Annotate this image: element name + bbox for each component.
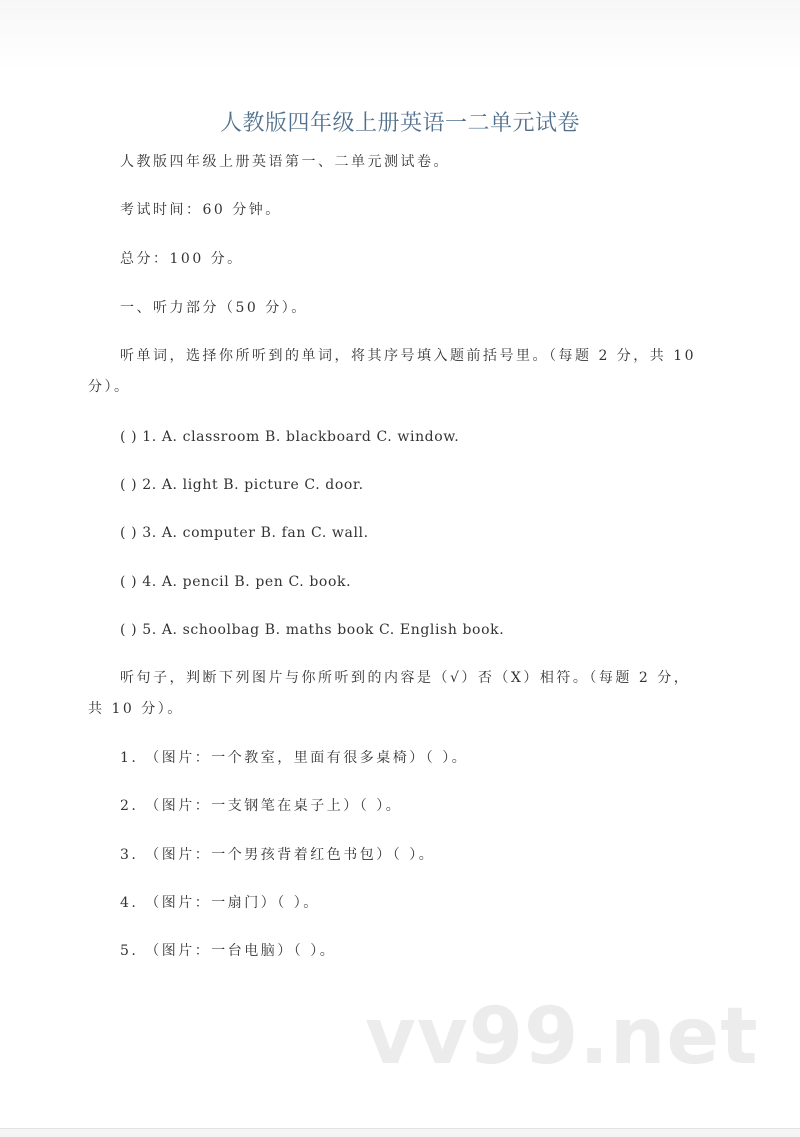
list-item: ( ) 5. A. schoolbag B. maths book C. English book.	[120, 622, 505, 638]
list-item: ( ) 1. A. classroom B. blackboard C. window.	[120, 429, 460, 445]
watermark: vv99.net	[365, 992, 759, 1082]
part2-instruction-line2: 共 10 分）。	[88, 701, 184, 717]
part1-instruction-line2: 分）。	[88, 379, 131, 395]
list-item: 4. （图片：一扇门）（ ）。	[120, 895, 320, 911]
part2-instruction-line1: 听句子，判断下列图片与你所听到的内容是（√）否（X）相符。（每题 2 分，	[120, 670, 691, 686]
list-item: ( ) 2. A. light B. picture C. door.	[120, 477, 364, 493]
list-item: ( ) 3. A. computer B. fan C. wall.	[120, 525, 369, 541]
part1-instruction-line1: 听单词，选择你所听到的单词，将其序号填入题前括号里。（每题 2 分，共 10	[120, 348, 697, 364]
list-item: 2. （图片：一支钢笔在桌子上）（ ）。	[120, 798, 403, 814]
page-top-band	[0, 0, 800, 70]
document-title: 人教版四年级上册英语一二单元试卷	[219, 111, 580, 136]
list-item: 1. （图片：一个教室，里面有很多桌椅）（ ）。	[120, 750, 469, 766]
list-item: ( ) 4. A. pencil B. pen C. book.	[120, 574, 352, 590]
section-heading: 一、听力部分（50 分）。	[120, 300, 308, 316]
exam-time: 考试时间：60 分钟。	[120, 202, 282, 218]
intro-line: 人教版四年级上册英语第一、二单元测试卷。	[120, 154, 450, 170]
list-item: 5. （图片：一台电脑）（ ）。	[120, 943, 337, 959]
list-item: 3. （图片：一个男孩背着红色书包）（ ）。	[120, 847, 436, 863]
total-score: 总分：100 分。	[120, 251, 244, 267]
